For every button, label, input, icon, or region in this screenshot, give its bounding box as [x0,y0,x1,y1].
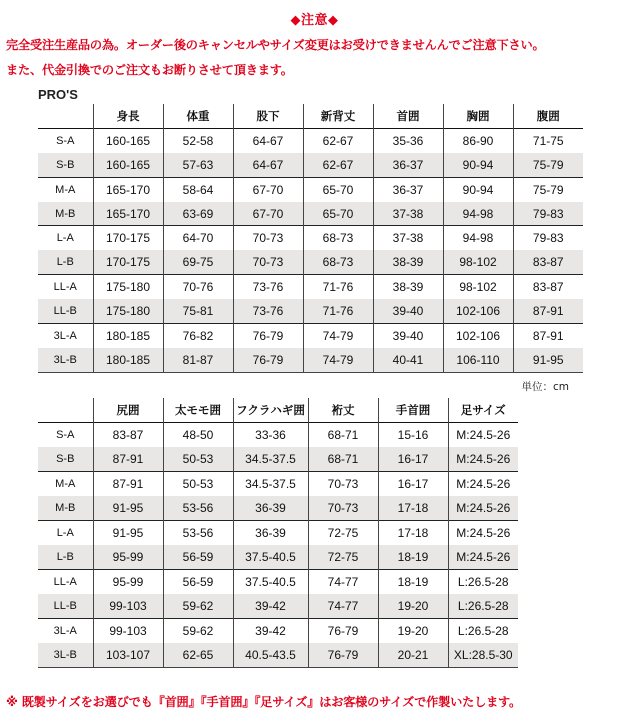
measurement-cell: 18-19 [378,570,448,595]
measurement-cell: 75-79 [513,153,583,177]
size-row [38,447,518,472]
measurement-cell: 175-180 [93,275,163,299]
brand-label: PRO'S [38,87,78,102]
column-header: 太モモ囲 [163,398,233,423]
size-code-cell: 3L-A [38,324,93,348]
measurement-cell: 18-19 [378,545,448,570]
measurement-cell: 68-73 [303,226,373,250]
measurement-cell: 71-76 [303,275,373,299]
measurement-cell: 98-102 [443,250,513,274]
measurement-cell: 71-76 [303,299,373,323]
size-code-cell: L-A [38,226,93,250]
measurement-cell: 59-62 [163,594,233,619]
notice-title: ◆注意◆ [290,13,339,28]
measurement-cell: 76-79 [308,619,378,644]
measurement-cell: 86-90 [443,128,513,152]
measurement-cell: M:24.5-26 [448,423,518,448]
measurement-cell: 83-87 [513,250,583,274]
measurement-cell: 99-103 [93,619,163,644]
measurement-cell: 36-37 [373,177,443,201]
size-row [38,153,583,177]
size-code-cell: M-B [38,202,93,226]
measurement-cell: 68-73 [303,250,373,274]
column-header: 体重 [163,104,233,128]
column-header: 身長 [93,104,163,128]
measurement-cell: 35-36 [373,128,443,152]
size-code-cell: 3L-A [38,619,93,644]
measurement-cell: 40.5-43.5 [233,643,308,668]
measurement-cell: L:26.5-28 [448,594,518,619]
measurement-cell: 94-98 [443,226,513,250]
measurement-cell: M:24.5-26 [448,472,518,497]
measurement-cell: 56-59 [163,545,233,570]
measurement-cell: 16-17 [378,472,448,497]
measurement-cell: 64-70 [163,226,233,250]
measurement-cell: 34.5-37.5 [233,447,308,472]
measurement-cell: 68-71 [308,447,378,472]
measurement-cell: 95-99 [93,545,163,570]
size-row [38,643,518,668]
size-row [38,202,583,226]
size-row [38,423,518,448]
size-row [38,348,583,372]
size-code-cell: S-A [56,134,75,147]
measurement-cell: 102-106 [443,324,513,348]
measurement-cell: 37.5-40.5 [233,545,308,570]
size-code-cell: L-B [38,545,93,570]
column-header: 足サイズ [448,398,518,423]
measurement-cell: 74-79 [303,348,373,372]
measurement-cell: 76-79 [233,324,303,348]
measurement-cell: 48-50 [163,423,233,448]
measurement-cell: 70-73 [308,472,378,497]
column-header: 股下 [233,104,303,128]
measurement-cell: 62-67 [303,128,373,152]
measurement-cell: 53-56 [163,496,233,521]
measurement-cell: 69-75 [163,250,233,274]
measurement-cell: 19-20 [378,619,448,644]
column-header: フクラハギ囲 [233,398,308,423]
size-code-cell: M-A [38,177,93,201]
measurement-cell: 79-83 [513,226,583,250]
measurement-cell: L:26.5-28 [448,570,518,595]
size-code-cell: LL-B [38,299,93,323]
measurement-cell: 62-65 [163,643,233,668]
size-row [38,177,583,201]
column-header: 首囲 [373,104,443,128]
size-row [38,570,518,595]
measurement-cell: 72-75 [308,545,378,570]
measurement-cell: 68-71 [308,423,378,448]
measurement-cell: 87-91 [93,472,163,497]
size-row [38,594,518,619]
footer-note: ※ 既製サイズをお選びでも『首囲』『手首囲』『足サイズ』はお客様のサイズで作製いたします。 [6,695,522,709]
measurement-cell: 70-76 [163,275,233,299]
measurement-cell: 103-107 [93,643,163,668]
measurement-cell: 20-21 [378,643,448,668]
measurement-cell: 90-94 [443,153,513,177]
size-table-body-measurements [38,104,583,373]
measurement-cell: 175-180 [93,299,163,323]
size-code-cell: S-B [38,447,93,472]
size-code-cell: L-B [38,250,93,274]
size-code-cell: LL-B [38,594,93,619]
size-row [38,275,583,299]
measurement-cell: 81-87 [163,348,233,372]
measurement-cell: 64-67 [233,153,303,177]
measurement-cell: 74-77 [308,570,378,595]
measurement-cell: 53-56 [163,521,233,546]
size-row [38,324,583,348]
measurement-cell: 65-70 [303,202,373,226]
measurement-cell: 37-38 [373,202,443,226]
measurement-cell: 76-82 [163,324,233,348]
measurement-cell: 99-103 [93,594,163,619]
measurement-cell: 94-98 [443,202,513,226]
measurement-cell: M:24.5-26 [448,545,518,570]
measurement-cell: 74-79 [303,324,373,348]
header-size-corner [38,398,93,423]
column-header: 胸囲 [443,104,513,128]
measurement-cell: 106-110 [443,348,513,372]
measurement-cell: 67-70 [233,177,303,201]
measurement-cell: 95-99 [93,570,163,595]
measurement-cell: 57-63 [163,153,233,177]
measurement-cell: L:26.5-28 [448,619,518,644]
measurement-cell: 36-37 [373,153,443,177]
measurement-cell: 70-73 [233,250,303,274]
measurement-cell: 83-87 [93,423,163,448]
column-header: 新背丈 [303,104,373,128]
size-row [38,472,518,497]
size-code-cell: 3L-B [38,348,93,372]
measurement-cell: 65-70 [303,177,373,201]
size-row [38,128,583,152]
measurement-cell: 87-91 [513,299,583,323]
size-code-cell: L-A [38,521,93,546]
measurement-cell: 58-64 [163,177,233,201]
measurement-cell: 160-165 [93,128,163,152]
measurement-cell: 38-39 [373,250,443,274]
notice-cancellation-text: 完全受注生産品の為。オーダー後のキャンセルやサイズ変更はお受けできませんんでご注意下さい。 [6,38,545,52]
measurement-cell: 165-170 [93,177,163,201]
measurement-cell: 39-42 [233,594,308,619]
measurement-cell: 79-83 [513,202,583,226]
measurement-cell: 19-20 [378,594,448,619]
size-code-cell: M-A [38,472,93,497]
measurement-cell: 34.5-37.5 [233,472,308,497]
measurement-cell: M:24.5-26 [448,521,518,546]
measurement-cell: 91-95 [513,348,583,372]
size-code-cell: M-B [38,496,93,521]
size-row [38,521,518,546]
measurement-cell: 73-76 [233,275,303,299]
size-row [38,496,518,521]
measurement-cell: 83-87 [513,275,583,299]
measurement-cell: 37-38 [373,226,443,250]
measurement-cell: XL:28.5-30 [448,643,518,668]
size-row [38,250,583,274]
measurement-cell: 17-18 [378,496,448,521]
measurement-cell: 63-69 [163,202,233,226]
measurement-cell: 15-16 [378,423,448,448]
size-row [38,619,518,644]
measurement-cell: 67-70 [233,202,303,226]
measurement-cell: 39-40 [373,299,443,323]
measurement-cell: 62-67 [303,153,373,177]
measurement-cell: 39-42 [233,619,308,644]
measurement-cell: 50-53 [163,472,233,497]
measurement-cell: 160-165 [93,153,163,177]
measurement-cell: 37.5-40.5 [233,570,308,595]
header-size-corner [38,104,93,128]
measurement-cell: 87-91 [93,447,163,472]
measurement-cell: 180-185 [93,348,163,372]
measurement-cell: 91-95 [93,496,163,521]
measurement-cell: 72-75 [308,521,378,546]
measurement-cell: 76-79 [308,643,378,668]
measurement-cell: 70-73 [308,496,378,521]
measurement-cell: 39-40 [373,324,443,348]
measurement-cell: 73-76 [233,299,303,323]
measurement-cell: 17-18 [378,521,448,546]
measurement-cell: 71-75 [513,128,583,152]
size-code-cell: 3L-B [38,643,93,668]
measurement-cell: 180-185 [93,324,163,348]
measurement-cell: M:24.5-26 [448,496,518,521]
measurement-cell: 38-39 [373,275,443,299]
unit-label: 単位：cm [521,381,569,393]
measurement-cell: 91-95 [93,521,163,546]
size-row [38,299,583,323]
measurement-cell: 50-53 [163,447,233,472]
measurement-cell: 102-106 [443,299,513,323]
measurement-cell: 74-77 [308,594,378,619]
measurement-cell: 36-39 [233,496,308,521]
measurement-cell: 16-17 [378,447,448,472]
size-row [38,545,518,570]
measurement-cell: 59-62 [163,619,233,644]
measurement-cell: 64-67 [233,128,303,152]
measurement-cell: 40-41 [373,348,443,372]
measurement-cell: 33-36 [233,423,308,448]
column-header: 腹囲 [513,104,583,128]
measurement-cell: 90-94 [443,177,513,201]
measurement-cell: 98-102 [443,275,513,299]
measurement-cell: 170-175 [93,226,163,250]
size-table-limb-measurements [38,398,518,668]
notice-cod-text: また、代金引換でのご注文もお断りさせて頂きます。 [6,63,293,77]
measurement-cell: 76-79 [233,348,303,372]
size-code-cell: S-B [38,153,93,177]
size-code-cell: LL-A [38,570,93,595]
size-row [38,226,583,250]
measurement-cell: 52-58 [163,128,233,152]
measurement-cell: 170-175 [93,250,163,274]
measurement-cell: 165-170 [93,202,163,226]
measurement-cell: 87-91 [513,324,583,348]
size-code-cell: S-A [56,429,75,441]
measurement-cell: 75-81 [163,299,233,323]
measurement-cell: 36-39 [233,521,308,546]
measurement-cell: 56-59 [163,570,233,595]
measurement-cell: M:24.5-26 [448,447,518,472]
column-header: 尻囲 [93,398,163,423]
measurement-cell: 75-79 [513,177,583,201]
measurement-cell: 70-73 [233,226,303,250]
column-header: 手首囲 [378,398,448,423]
column-header: 裄丈 [308,398,378,423]
size-code-cell: LL-A [38,275,93,299]
